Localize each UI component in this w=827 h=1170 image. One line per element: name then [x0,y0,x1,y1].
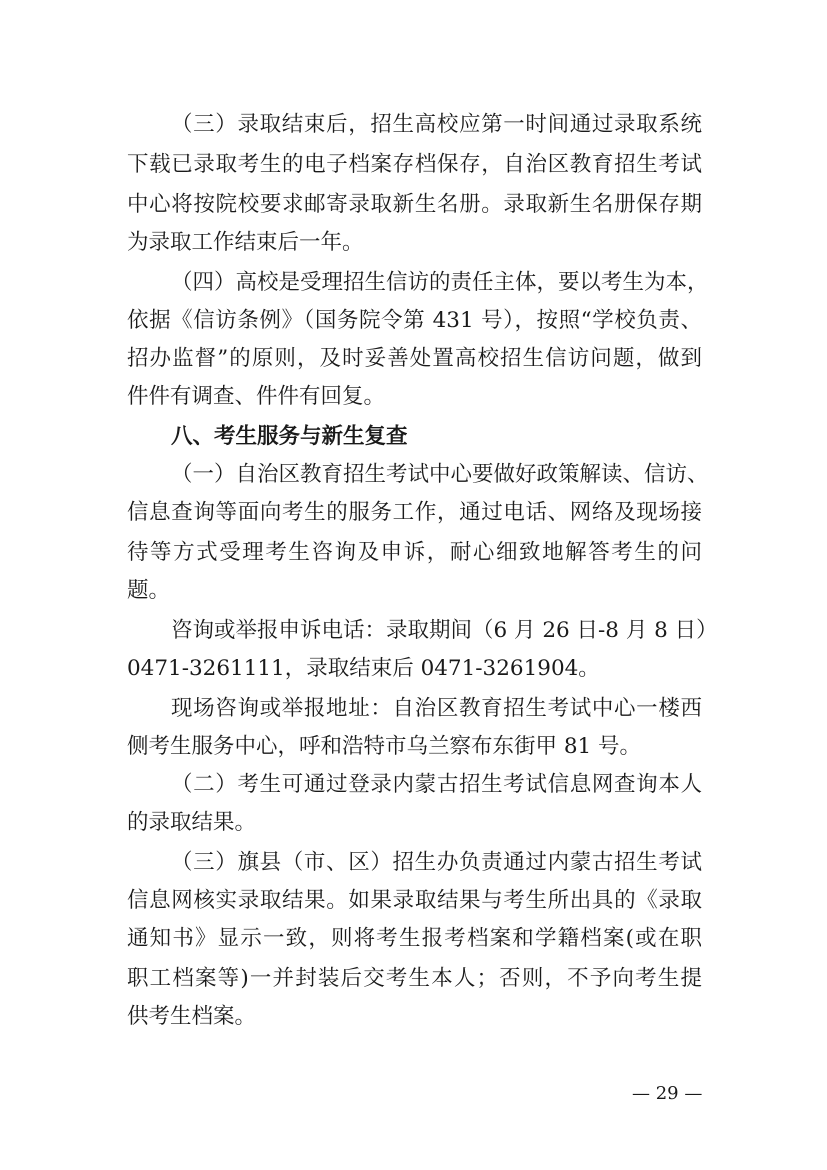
paragraph-line: 供考生档案。 [127,1004,257,1029]
paragraph-line: 0471-3261111，录取结束后 0471-3261904。 [127,656,600,681]
paragraph-line: 信息网核实录取结果。如果录取结果与考生所出具的《录取 [127,888,702,913]
paragraph-line: 题。 [127,578,171,603]
page-number: — 29 — [632,1083,703,1104]
paragraph-line: 件件有调查、件件有回复。 [127,384,386,409]
paragraph-line: 待等方式受理考生咨询及申诉，耐心细致地解答考生的问 [127,540,702,565]
paragraph-line: 职工档案等)一并封装后交考生本人；否则，不予向考生提 [127,966,702,991]
paragraph-line: 咨询或举报申诉电话：录取期间（6 月 26 日-8 月 8 日） [171,618,718,643]
paragraph-line: 招办监督”的原则，及时妥善处置高校招生信访问题，做到 [127,346,702,371]
paragraph-line: 下载已录取考生的电子档案存档保存，自治区教育招生考试 [127,152,702,177]
paragraph-line: （三）旗县（市、区）招生办负责通过内蒙古招生考试 [171,850,702,875]
paragraph-line: 信息查询等面向考生的服务工作，通过电话、网络及现场接 [127,500,702,525]
paragraph-line: （三）录取结束后，招生高校应第一时间通过录取系统 [171,112,702,137]
paragraph-line: 的录取结果。 [127,810,257,835]
paragraph-line: 中心将按院校要求邮寄录取新生名册。录取新生名册保存期 [127,192,702,217]
paragraph-line: （二）考生可通过登录内蒙古招生考试信息网查询本人 [171,772,702,797]
paragraph-line: 现场咨询或举报地址：自治区教育招生考试中心一楼西 [171,696,702,721]
paragraph-line: （一）自治区教育招生考试中心要做好政策解读、信访、 [171,462,709,487]
paragraph-line: 通知书》显示一致，则将考生报考档案和学籍档案(或在职 [127,926,702,951]
paragraph-line: 为录取工作结束后一年。 [127,230,364,255]
section-heading: 八、考生服务与新生复查 [171,424,408,449]
paragraph-line: 侧考生服务中心，呼和浩特市乌兰察布东街甲 81 号。 [127,734,642,759]
paragraph-line: 依据《信访条例》（国务院令第 431 号），按照“学校负责、 [127,308,702,333]
paragraph-line: （四）高校是受理招生信访的责任主体，要以考生为本， [171,270,709,295]
